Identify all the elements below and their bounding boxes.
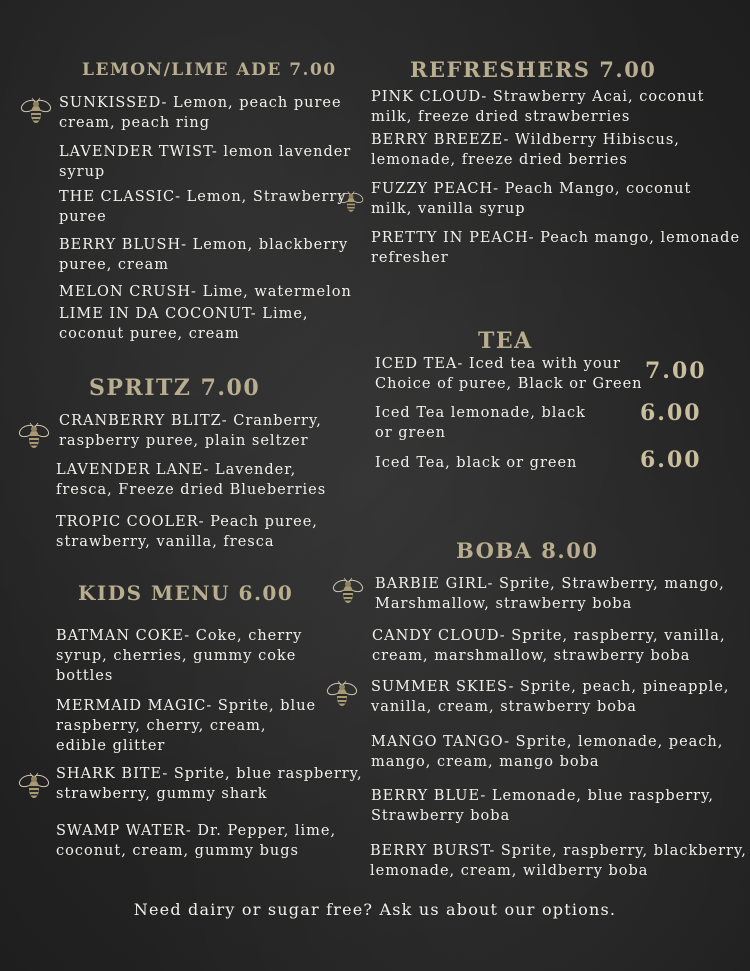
tea-heading: TEA: [478, 328, 533, 354]
menu-item-iced-tea-plain: Iced Tea, black or green: [375, 455, 578, 471]
kids-menu-heading: KIDS MENU 6.00: [78, 581, 294, 605]
menu-item-shark-bite: SHARK BITE- Sprite, blue raspberry, strawberry, gummy shark: [56, 766, 363, 802]
footer-note: Need dairy or sugar free? Ask us about our options.: [133, 900, 617, 919]
bee-icon: [18, 421, 50, 451]
menu-item-iced-tea-lemonade: Iced Tea lemonade, black or green: [375, 405, 586, 441]
menu-item-mango-tango: MANGO TANGO- Sprite, lemonade, peach, mango, cream, mango boba: [371, 734, 724, 770]
menu-item-iced-tea: ICED TEA- Iced tea with your Choice of puree, Black or Green: [375, 356, 643, 392]
menu-item-the-classic: THE CLASSIC- Lemon, Strawberry puree: [59, 189, 347, 225]
menu-item-berry-blue: BERRY BLUE- Lemonade, blue raspberry, Strawberry boba: [371, 788, 714, 824]
tea-price-iced-tea-plain: 6.00: [640, 447, 702, 473]
menu-item-tropic-cooler: TROPIC COOLER- Peach puree, strawberry, vanilla, fresca: [56, 514, 318, 550]
menu-item-candy-cloud: CANDY CLOUD- Sprite, raspberry, vanilla, cream, marshmallow, strawberry boba: [372, 628, 726, 664]
menu-item-batman-coke: BATMAN COKE- Coke, cherry syrup, cherries, gummy coke bottles: [56, 628, 303, 684]
menu-item-lavender-lane: LAVENDER LANE- Lavender, fresca, Freeze dried Blueberries: [56, 462, 327, 498]
lemon-lime-ade-heading: LEMON/LIME ADE 7.00: [82, 60, 337, 80]
bee-icon: [332, 576, 364, 606]
tea-price-iced-tea-lemonade: 6.00: [640, 400, 702, 426]
bee-icon: [326, 679, 358, 709]
menu-item-pink-cloud: PINK CLOUD- Strawberry Acai, coconut milk, freeze dried strawberries: [371, 89, 705, 125]
refreshers-heading: REFRESHERS 7.00: [410, 57, 657, 82]
menu-item-barbie-girl: BARBIE GIRL- Sprite, Strawberry, mango, Marshmallow, strawberry boba: [375, 576, 725, 612]
menu-item-summer-skies: SUMMER SKIES- Sprite, peach, pineapple, vanilla, cream, strawberry boba: [371, 679, 730, 715]
menu-item-sunkissed: SUNKISSED- Lemon, peach puree cream, peach ring: [59, 95, 342, 131]
bee-icon: [20, 96, 52, 126]
menu-item-pretty-in-peach: PRETTY IN PEACH- Peach mango, lemonade refresher: [371, 230, 741, 266]
menu-item-mermaid-magic: MERMAID MAGIC- Sprite, blue raspberry, cherry, cream, edible glitter: [56, 698, 317, 754]
menu-item-cranberry-blitz: CRANBERRY BLITZ- Cranberry, raspberry puree, plain seltzer: [59, 413, 322, 449]
menu-item-lime-in-da-coconut: LIME IN DA COCONUT- Lime, coconut puree, cream: [59, 306, 309, 342]
bee-icon: [18, 771, 50, 801]
menu-item-melon-crush: MELON CRUSH- Lime, watermelon: [59, 284, 352, 300]
menu-item-lavender-twist: LAVENDER TWIST- lemon lavender syrup: [59, 144, 352, 180]
tea-price-iced-tea: 7.00: [645, 358, 707, 384]
boba-heading: BOBA 8.00: [456, 538, 599, 563]
bee-icon: [338, 189, 364, 215]
spritz-heading: SPRITZ 7.00: [89, 375, 261, 401]
menu-item-berry-breeze: BERRY BREEZE- Wildberry Hibiscus, lemonade, freeze dried berries: [371, 132, 680, 168]
menu-item-fuzzy-peach: FUZZY PEACH- Peach Mango, coconut milk, vanilla syrup: [371, 181, 692, 217]
menu-item-berry-burst: BERRY BURST- Sprite, raspberry, blackberry, lemonade, cream, wildberry boba: [370, 843, 747, 879]
menu-item-berry-blush: BERRY BLUSH- Lemon, blackberry puree, cream: [59, 237, 349, 273]
menu-item-swamp-water: SWAMP WATER- Dr. Pepper, lime, coconut, cream, gummy bugs: [56, 823, 337, 859]
